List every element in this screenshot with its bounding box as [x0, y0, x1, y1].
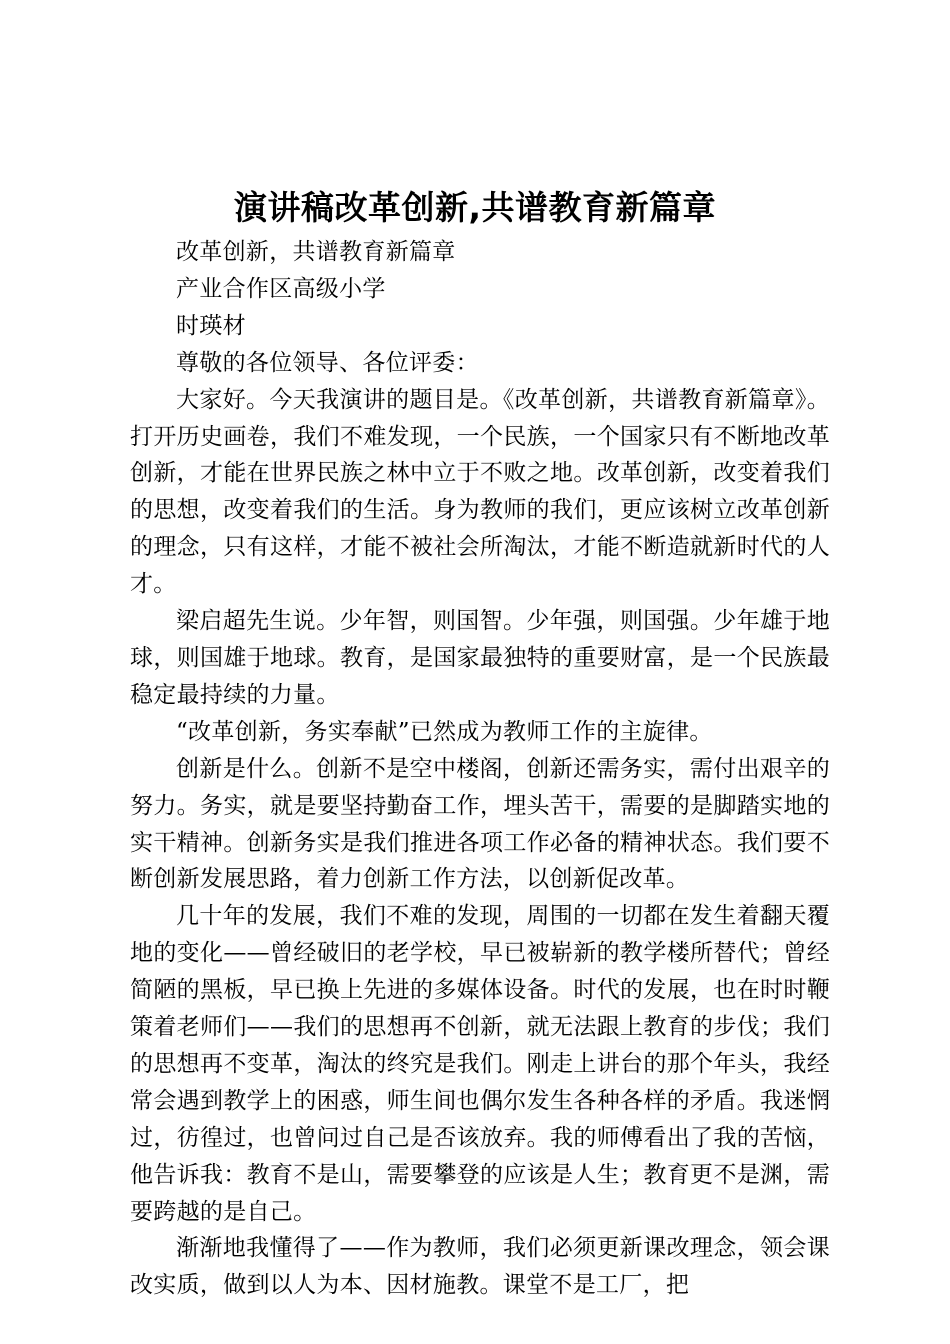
paragraph-salutation: 尊敬的各位领导、各位评委： — [176, 349, 479, 376]
paragraph-body: 大家好。今天我演讲的题目是。《改革创新，共谱教育新篇章》。打开历史画卷，我们不难发现，一个民族，一个国家只有不断地改革创新，才能在世界民族之林中立于不败之地。改革创新，改变着我们的思想，改变着我们的生活。身为教师的我们，更应该树立改革创新的理念，只有这样，才能不被社会所淘汰，才能不断造就新时代的人才。 — [130, 386, 830, 598]
paragraph-body: 梁启超先生说。少年智，则国智。少年强，则国强。少年雄于地球，则国雄于地球。教育，是国家最独特的重要财富，是一个民族最稳定最持续的力量。 — [130, 608, 830, 708]
paragraph-body: 几十年的发展，我们不难的发现，周围的一切都在发生着翻天覆地的变化——曾经破旧的老学校，早已被崭新的教学楼所替代；曾经简陋的黑板，早已换上先进的多媒体设备。时代的发展，也在时时鞭策着老师们——我们的思想再不创新，就无法跟上教育的步伐；我们的思想再不变革，淘汰的终究是我们。刚走上讲台的那个年头，我经常会遇到教学上的困惑，师生间也偶尔发生各种各样的矛盾。我迷惘过，彷徨过，也曾问过自己是否该放弃。我的师傅看出了我的苦恼，他告诉我：教育不是山，需要攀登的应该是人生；教育更不是渊，需要跨越的是自己。 — [130, 903, 830, 1225]
paragraph-body: 渐渐地我懂得了——作为教师，我们必须更新课改理念，领会课改实质，做到以人为本、因材施教。课堂不是工厂，把 — [130, 1235, 830, 1299]
paragraph-author: 时瑛材 — [176, 312, 246, 339]
paragraph-subtitle: 改革创新，共谱教育新篇章 — [176, 239, 456, 265]
paragraph-school: 产业合作区高级小学 — [176, 275, 386, 302]
document-body — [130, 234, 830, 1304]
document-title: 演讲稿改革创新,共谱教育新篇章 — [233, 188, 717, 227]
paragraph-body: “改革创新，务实奉献”已然成为教师工作的主旋律。 — [176, 718, 713, 745]
paragraph-body: 创新是什么。创新不是空中楼阁，创新还需务实，需付出艰辛的努力。务实，就是要坚持勤奋工作，埋头苦干，需要的是脚踏实地的实干精神。创新务实是我们推进各项工作必备的精神状态。我们要不断创新发展思路，着力创新工作方法，以创新促改革。 — [130, 755, 830, 893]
